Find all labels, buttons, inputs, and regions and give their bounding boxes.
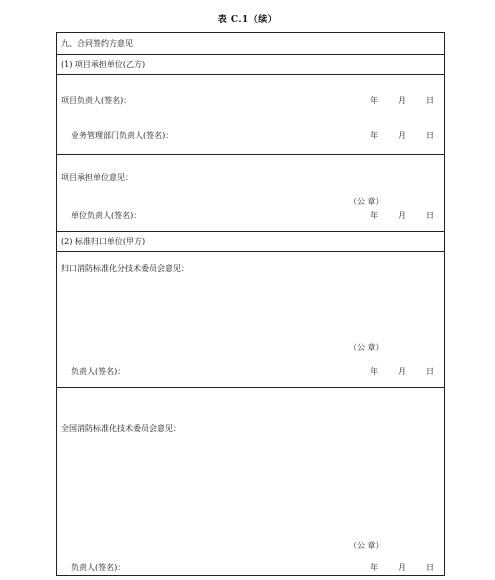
date-year: 年 xyxy=(370,563,378,572)
contractor-signature-row xyxy=(57,75,444,155)
date-day: 日 xyxy=(426,96,434,105)
committee-leader-label: 负责人(签名)： xyxy=(71,563,126,572)
committee-leader-date xyxy=(370,564,434,572)
date-month: 月 xyxy=(398,563,406,572)
project-leader-date xyxy=(370,97,434,105)
contractor-heading: (1) 项目承担单位(乙方) xyxy=(61,60,146,69)
unit-leader-date xyxy=(370,212,434,220)
section-title: 九、合同签约方意见 xyxy=(61,39,133,48)
committee-opinion-label: 全国消防标准化技术委员会意见： xyxy=(61,424,181,433)
date-month: 月 xyxy=(398,131,406,140)
date-day: 日 xyxy=(426,211,434,220)
authority-heading-row xyxy=(57,232,444,252)
project-leader-label: 项目负责人(签名)： xyxy=(61,96,132,105)
date-day: 日 xyxy=(426,367,434,376)
subcommittee-leader-date xyxy=(370,368,434,376)
date-day: 日 xyxy=(426,563,434,572)
committee-seal-label: （公 章） xyxy=(349,541,384,550)
subcommittee-seal-label: （公 章） xyxy=(349,343,384,352)
date-month: 月 xyxy=(398,211,406,220)
committee-opinion-row xyxy=(57,388,444,575)
date-year: 年 xyxy=(370,367,378,376)
contract-opinion-table xyxy=(56,32,445,576)
subcommittee-opinion-label: 归口消防标准化分技术委员会意见： xyxy=(61,264,189,273)
date-month: 月 xyxy=(398,367,406,376)
dept-leader-date xyxy=(370,132,434,140)
page-title: 表 C.1（续） xyxy=(217,15,278,25)
subcommittee-leader-label: 负责人(签名)： xyxy=(71,367,126,376)
unit-leader-label: 单位负责人(签名)： xyxy=(71,211,142,220)
contractor-seal-label: （公 章） xyxy=(349,197,384,206)
date-month: 月 xyxy=(398,96,406,105)
date-year: 年 xyxy=(370,96,378,105)
date-day: 日 xyxy=(426,131,434,140)
subcommittee-opinion-row xyxy=(57,252,444,388)
dept-leader-label: 业务管理部门负责人(签名)： xyxy=(71,131,174,140)
authority-heading: (2) 标准归口单位(甲方) xyxy=(61,237,146,246)
contractor-heading-row xyxy=(57,55,444,75)
section-header-row xyxy=(57,33,444,55)
date-year: 年 xyxy=(370,211,378,220)
contractor-opinion-label: 项目承担单位意见： xyxy=(61,173,133,182)
date-year: 年 xyxy=(370,131,378,140)
contractor-opinion-row xyxy=(57,155,444,232)
